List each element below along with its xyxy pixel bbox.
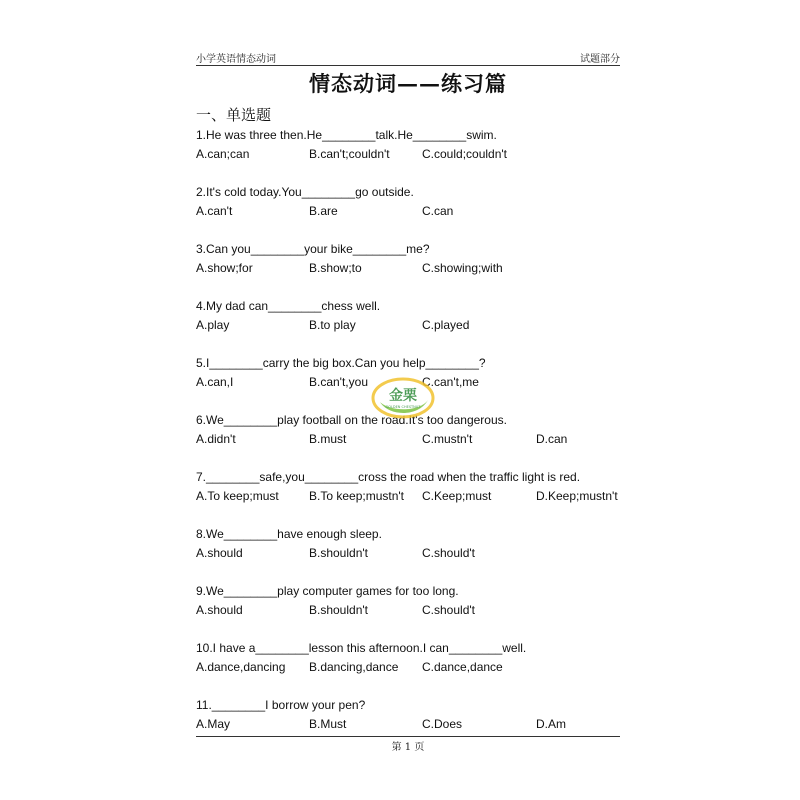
option-c: C.can	[422, 204, 454, 218]
option-a: A.didn't	[196, 432, 236, 446]
option-b: B.are	[309, 204, 338, 218]
option-c: C.can't,me	[422, 375, 479, 389]
option-a: A.To keep;must	[196, 489, 279, 503]
question-stem: 4.My dad can________chess well.	[196, 299, 381, 313]
option-b: B.can't,you	[309, 375, 368, 389]
option-b: B.dancing,dance	[309, 660, 399, 674]
question-stem: 2.It's cold today.You________go outside.	[196, 185, 414, 199]
section-heading: 一、单选题	[196, 106, 272, 124]
option-c: C.could;couldn't	[422, 147, 508, 161]
question-stem: 11.________I borrow your pen?	[196, 698, 366, 712]
question-item	[196, 583, 620, 640]
question-item	[196, 412, 620, 469]
option-a: A.dance,dancing	[196, 660, 286, 674]
question-stem: 6.We________play football on the road.It's too dangerous.	[196, 413, 507, 427]
question-stem: 5.I________carry the big box.Can you help________?	[196, 356, 486, 370]
header-divider	[196, 65, 620, 66]
option-c: C.showing;with	[422, 261, 503, 275]
question-item	[196, 127, 620, 184]
golden-chestnut-watermark-logo	[370, 376, 436, 420]
option-c: C.should't	[422, 546, 475, 560]
option-b: B.shouldn't	[309, 603, 368, 617]
question-stem: 10.I have a________lesson this afternoon.I can________well.	[196, 641, 527, 655]
option-c: C.mustn't	[422, 432, 473, 446]
option-d: D.Am	[536, 717, 566, 731]
option-b: B.to play	[309, 318, 356, 332]
option-a: A.can,I	[196, 375, 234, 389]
question-stem: 8.We________have enough sleep.	[196, 527, 382, 541]
option-a: A.should	[196, 603, 243, 617]
question-stem: 1.He was three then.He________talk.He________swim.	[196, 128, 497, 142]
question-item	[196, 526, 620, 583]
page-number: 第 1 页	[391, 742, 425, 753]
question-item	[196, 184, 620, 241]
option-a: A.May	[196, 717, 231, 731]
option-b: B.show;to	[309, 261, 362, 275]
option-c: C.played	[422, 318, 470, 332]
footer-divider	[196, 736, 620, 737]
question-list	[196, 127, 620, 754]
option-b: B.must	[309, 432, 347, 446]
header-left-text: 小学英语情态动词	[196, 54, 276, 65]
question-item	[196, 241, 620, 298]
option-a: A.show;for	[196, 261, 253, 275]
option-b: B.can't;couldn't	[309, 147, 390, 161]
question-item	[196, 298, 620, 355]
option-c: C.Does	[422, 717, 463, 731]
question-stem: 9.We________play computer games for too long.	[196, 584, 459, 598]
header-right-text: 试题部分	[580, 54, 620, 65]
logo-sub-text: GOLDEN CHESTNUT	[385, 405, 421, 409]
option-d: D.can	[536, 432, 568, 446]
logo-brand-text: 金栗	[389, 388, 417, 404]
page-title: 情态动词——练习篇	[309, 71, 507, 96]
option-a: A.can;can	[196, 147, 250, 161]
question-item	[196, 640, 620, 697]
question-item	[196, 469, 620, 526]
option-d: D.Keep;mustn't	[536, 489, 618, 503]
option-a: A.play	[196, 318, 230, 332]
option-c: C.Keep;must	[422, 489, 492, 503]
option-a: A.can't	[196, 204, 233, 218]
question-stem: 7.________safe,you________cross the road when the traffic light is red.	[196, 470, 581, 484]
question-stem: 3.Can you________your bike________me?	[196, 242, 430, 256]
option-c: C.dance,dance	[422, 660, 503, 674]
option-b: B.shouldn't	[309, 546, 368, 560]
option-a: A.should	[196, 546, 243, 560]
option-c: C.should't	[422, 603, 475, 617]
option-b: B.To keep;mustn't	[309, 489, 405, 503]
option-b: B.Must	[309, 717, 347, 731]
page-header	[196, 50, 620, 66]
